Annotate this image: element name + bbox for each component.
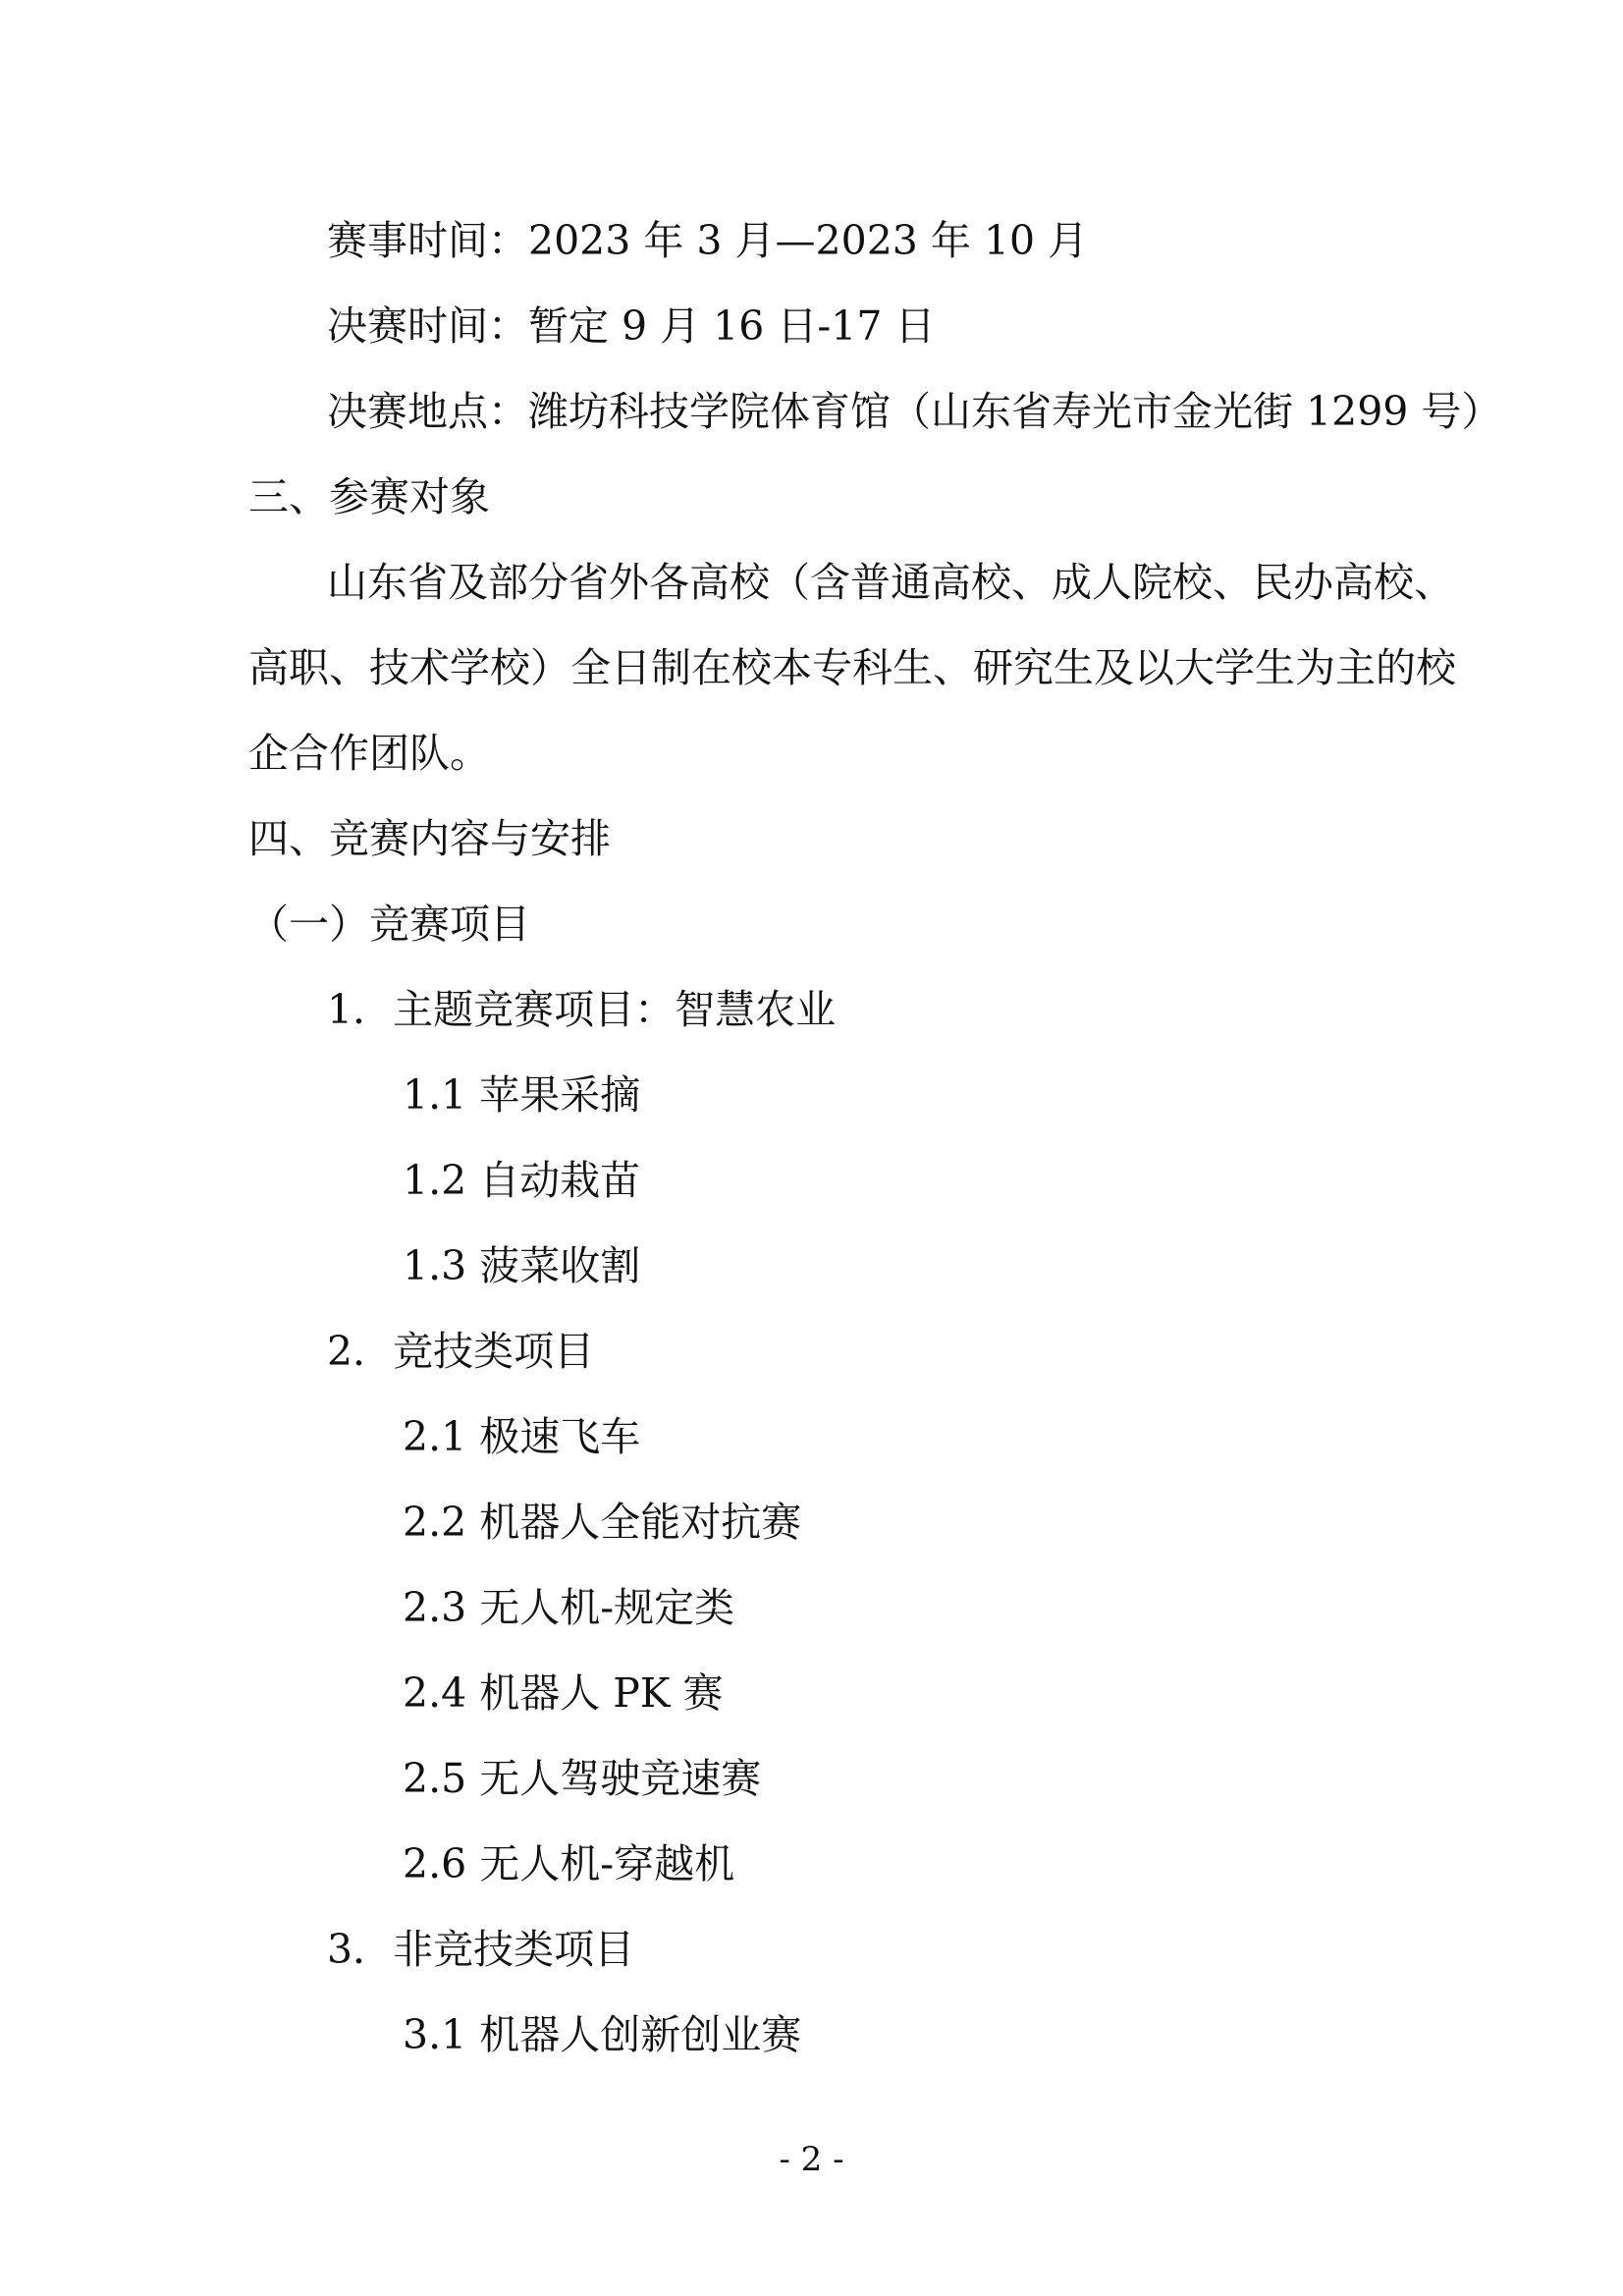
paragraph-line-2: 高职、技术学校）全日制在校本专科生、研究生及以大学生为主的校	[248, 644, 1456, 691]
list-item-2-4: 2.4 机器人 PK 赛	[403, 1669, 724, 1717]
list-item-2-1: 2.1 极速飞车	[403, 1413, 641, 1460]
list-item-2-3: 2.3 无人机-规定类	[403, 1584, 735, 1631]
page-number: - 2 -	[779, 2140, 844, 2179]
list-item-3-1: 3.1 机器人创新创业赛	[403, 2011, 802, 2058]
text-line-final-time: 决赛时间：暂定 9 月 16 日-17 日	[327, 302, 936, 350]
subsection-heading-items: （一）竞赛项目	[248, 901, 530, 948]
list-heading-non-competitive: 3．非竞技类项目	[327, 1926, 635, 1973]
list-item-2-2: 2.2 机器人全能对抗赛	[403, 1499, 802, 1546]
section-heading-content: 四、竞赛内容与安排	[248, 815, 611, 862]
list-heading-theme: 1．主题竞赛项目：智慧农业	[327, 986, 837, 1033]
list-item-2-5: 2.5 无人驾驶竞速赛	[403, 1755, 762, 1802]
list-item-1-1: 1.1 苹果采摘	[403, 1071, 641, 1119]
section-heading-participants: 三、参赛对象	[248, 473, 490, 520]
text-line-match-time: 赛事时间：2023 年 3 月—2023 年 10 月	[327, 217, 1089, 264]
list-item-2-6: 2.6 无人机-穿越机	[403, 1840, 735, 1887]
list-heading-competitive: 2．竞技类项目	[327, 1328, 595, 1375]
list-item-1-2: 1.2 自动栽苗	[403, 1157, 641, 1204]
list-item-1-3: 1.3 菠菜收割	[403, 1242, 641, 1289]
text-line-final-venue: 决赛地点：潍坊科技学院体育馆（山东省寿光市金光街 1299 号）	[327, 388, 1502, 435]
paragraph-line-3: 企合作团队。	[248, 730, 490, 777]
paragraph-line-1: 山东省及部分省外各高校（含普通高校、成人院校、民办高校、	[327, 559, 1454, 606]
